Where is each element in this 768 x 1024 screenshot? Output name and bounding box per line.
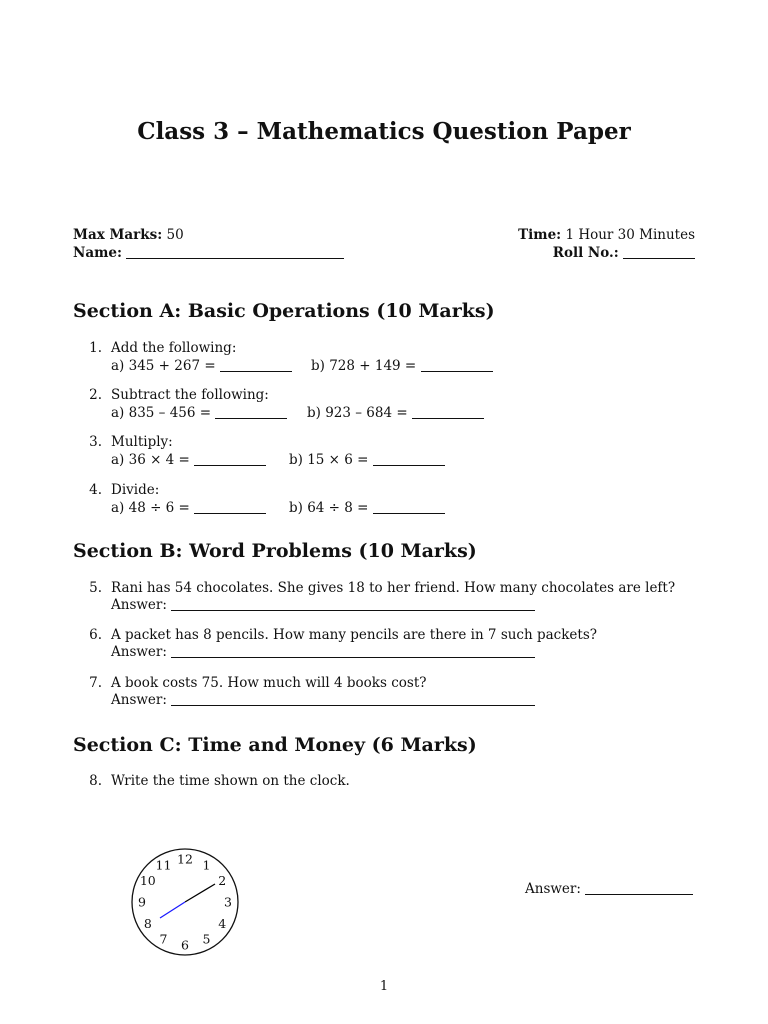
clock-number: 5: [202, 931, 211, 947]
clock-number: 9: [138, 894, 146, 910]
part-b: b) 728 + 149 =: [311, 358, 493, 374]
clock-number: 2: [218, 873, 227, 888]
roll-label: Roll No.:: [552, 245, 619, 261]
answer-blank[interactable]: [171, 610, 535, 611]
question-text: A packet has 8 pencils. How many pencils are there in 7 such packets?: [111, 627, 597, 643]
part-a: a) 835 – 456 =: [111, 405, 287, 421]
max-marks-label: Max Marks:: [73, 227, 163, 243]
question-text: Multiply:: [111, 434, 173, 450]
clock-number: 4: [218, 916, 227, 931]
answer-blank[interactable]: [373, 513, 445, 514]
part-b: b) 15 × 6 =: [289, 452, 445, 468]
question-number: 5.: [89, 580, 102, 596]
clock-number: 10: [139, 873, 156, 888]
name-field: [73, 245, 344, 261]
clock-answer-blank[interactable]: [585, 894, 693, 895]
question-text: Write the time shown on the clock.: [111, 773, 350, 789]
answer-row: Answer:: [111, 644, 535, 660]
roll-blank[interactable]: [623, 258, 695, 259]
question-text: Rani has 54 chocolates. She gives 18 to her friend. How many chocolates are left?: [111, 580, 676, 596]
answer-row: Answer:: [111, 692, 535, 708]
question-number: 3.: [89, 434, 102, 450]
answer-blank[interactable]: [215, 418, 287, 419]
answer-blank[interactable]: [194, 465, 266, 466]
part-a: a) 36 × 4 =: [111, 452, 266, 468]
answer-blank[interactable]: [194, 513, 266, 514]
answer-blank[interactable]: [412, 418, 484, 419]
clock-number: 12: [177, 851, 193, 867]
section-c-title: Section C: Time and Money (6 Marks): [73, 734, 477, 756]
clock-face: [120, 840, 250, 970]
part-a: a) 345 + 267 =: [111, 358, 292, 374]
clock-number: 11: [155, 857, 172, 873]
question-number: 7.: [89, 675, 102, 691]
time-label: Time:: [518, 227, 562, 243]
clock-answer-row: [525, 881, 693, 897]
clock-number: 1: [202, 857, 211, 873]
part-b: b) 64 ÷ 8 =: [289, 500, 445, 516]
max-marks: [73, 227, 184, 243]
question-number: 8.: [89, 773, 102, 789]
question-number: 6.: [89, 627, 102, 643]
answer-blank[interactable]: [171, 657, 535, 658]
section-a-title: Section A: Basic Operations (10 Marks): [73, 300, 495, 322]
minute-hand: [185, 884, 215, 902]
name-blank[interactable]: [126, 258, 344, 259]
part-b: b) 923 – 684 =: [307, 405, 484, 421]
page-number: 1: [379, 979, 389, 994]
clock-number: 7: [159, 931, 168, 947]
clock-answer-label: Answer:: [525, 881, 581, 897]
time-value: 1 Hour 30 Minutes: [565, 227, 695, 243]
roll-field: [553, 245, 695, 261]
answer-blank[interactable]: [220, 371, 292, 372]
question-text: A book costs 75. How much will 4 books cost?: [111, 675, 427, 691]
page-title: Class 3 – Mathematics Question Paper: [137, 118, 631, 145]
question-number: 2.: [89, 387, 102, 403]
question-text: Subtract the following:: [111, 387, 269, 403]
question-number: 1.: [89, 340, 102, 356]
clock-number: 3: [224, 894, 232, 910]
clock-number: 6: [181, 937, 189, 953]
clock-number: 8: [143, 916, 152, 931]
hour-hand: [160, 902, 185, 918]
answer-blank[interactable]: [373, 465, 445, 466]
question-text: Divide:: [111, 482, 160, 498]
answer-row: Answer:: [111, 597, 535, 613]
part-a: a) 48 ÷ 6 =: [111, 500, 266, 516]
question-text: Add the following:: [111, 340, 237, 356]
answer-blank[interactable]: [171, 705, 535, 706]
max-marks-value: 50: [166, 227, 184, 243]
section-b-title: Section B: Word Problems (10 Marks): [73, 540, 477, 562]
name-label: Name:: [73, 245, 122, 261]
answer-blank[interactable]: [421, 371, 493, 372]
question-number: 4.: [89, 482, 102, 498]
time-allowed: [518, 227, 695, 243]
